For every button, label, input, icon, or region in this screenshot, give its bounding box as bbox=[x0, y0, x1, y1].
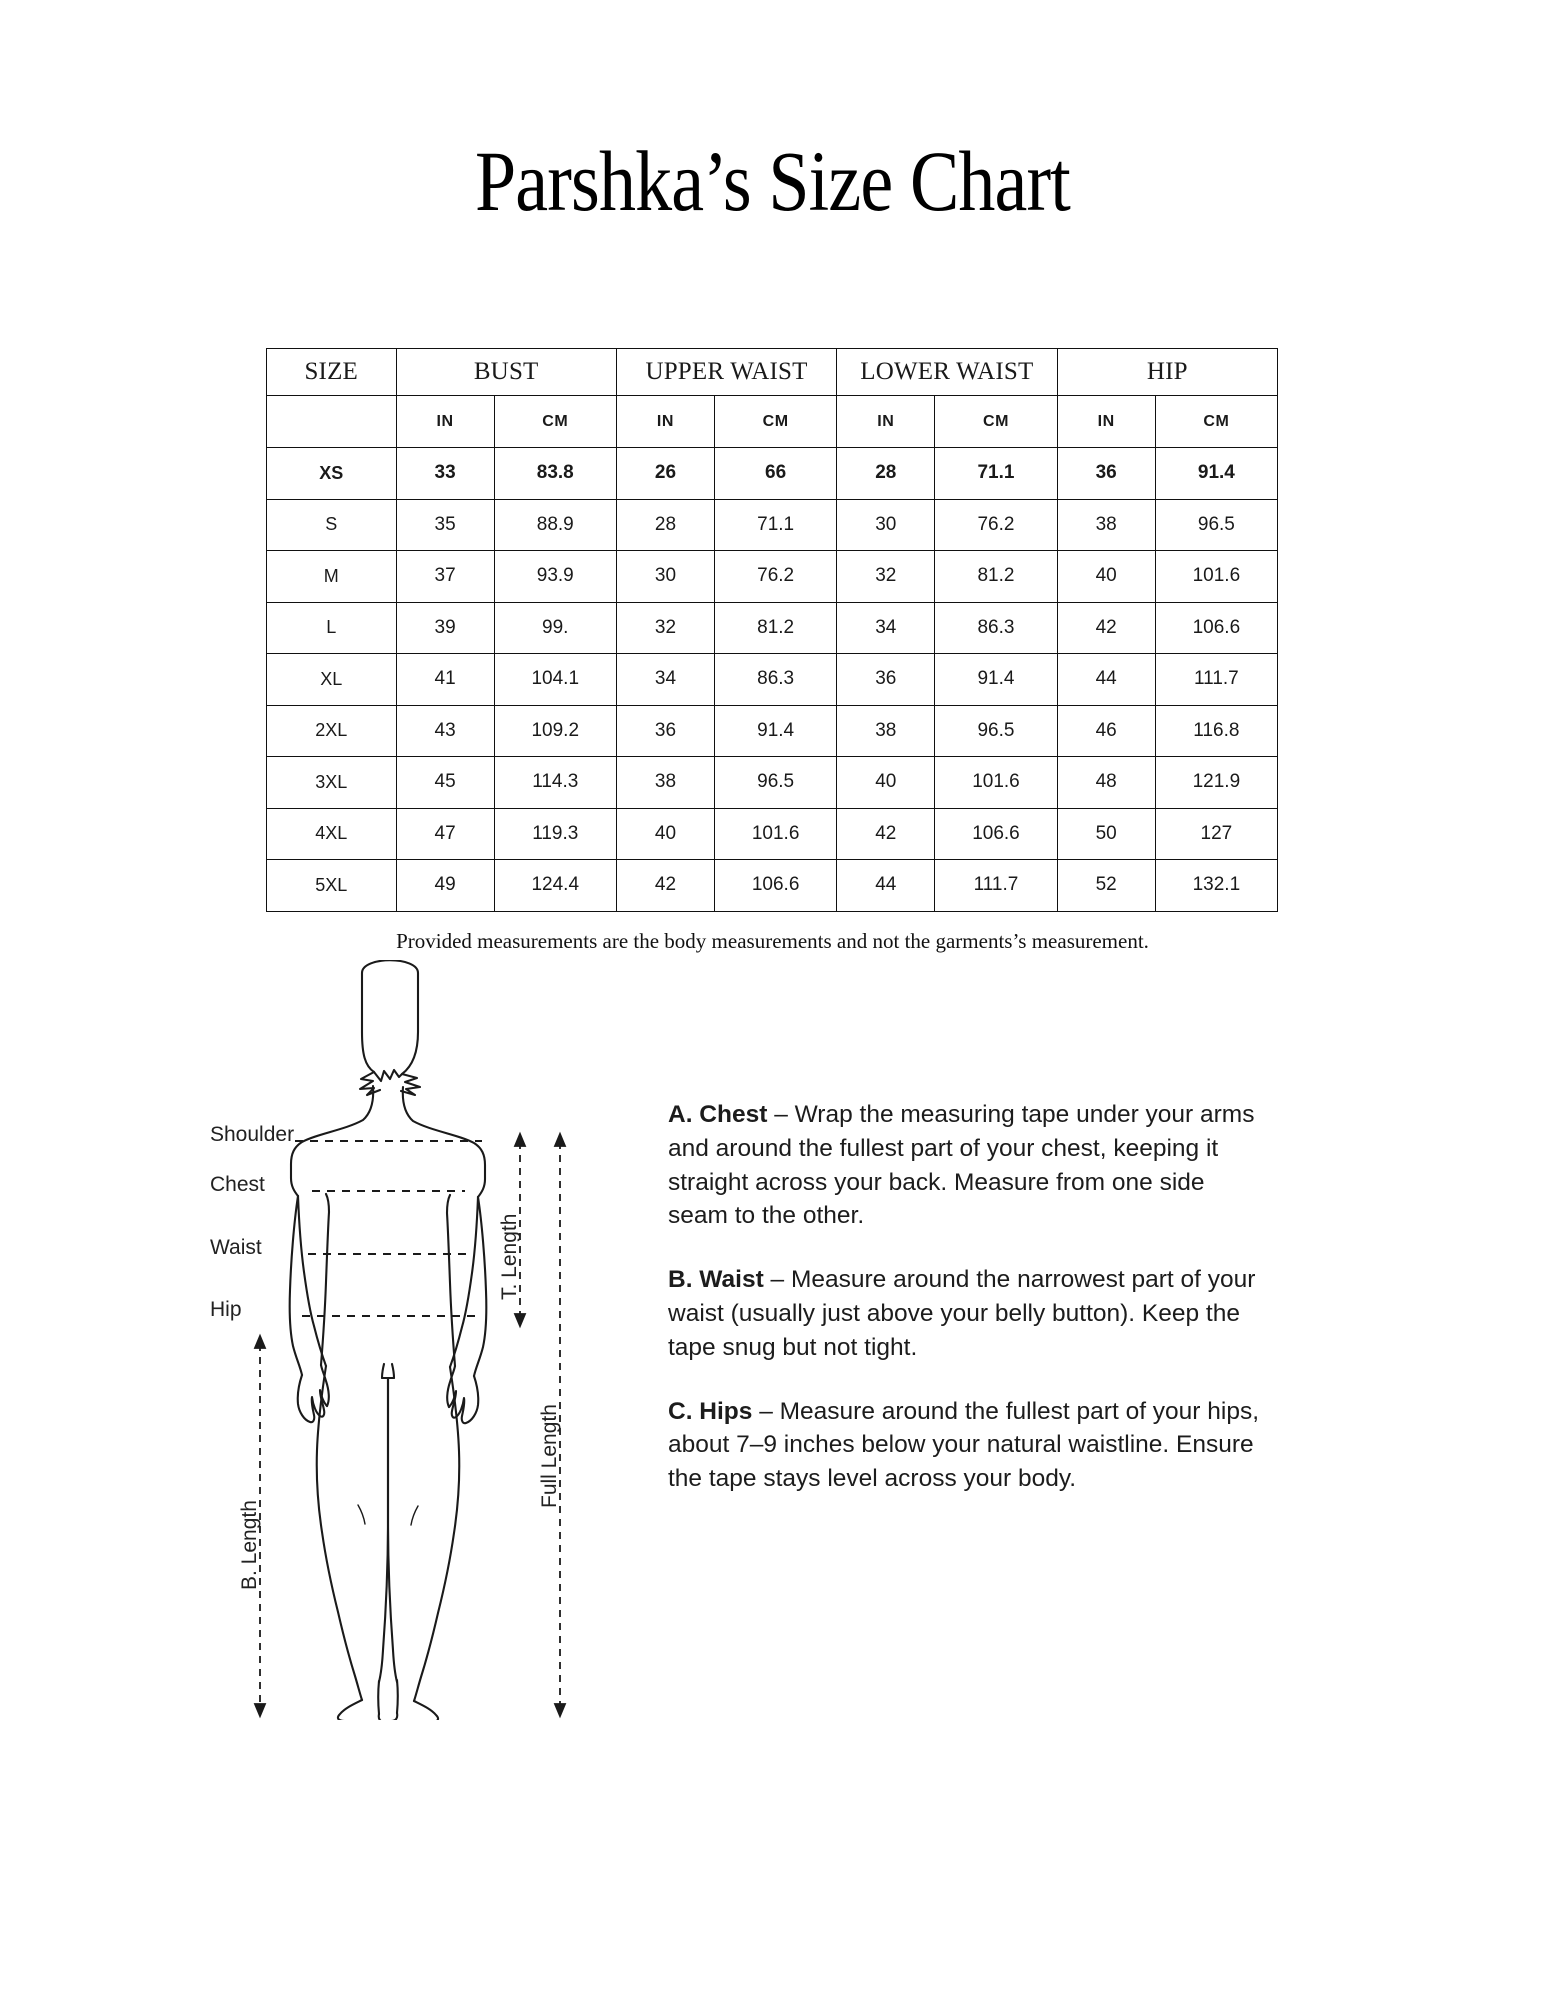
size-chart-table-container bbox=[266, 348, 1278, 912]
column-group-header: UPPER WAIST bbox=[616, 349, 836, 396]
instruction-paragraph-1 bbox=[668, 1098, 1268, 1233]
measurement-cell: 30 bbox=[837, 499, 935, 551]
instruction-body: – Measure around the fullest part of your hips, about 7–9 inches below your natural waistline. Ensure the tape stays level across your body. bbox=[668, 1397, 1260, 1493]
measurement-cell: 42 bbox=[837, 808, 935, 860]
measurement-cell: 124.4 bbox=[494, 860, 616, 912]
table-group-header-row bbox=[267, 349, 1278, 396]
size-label-cell: 2XL bbox=[267, 705, 397, 757]
measurement-cell: 101.6 bbox=[935, 757, 1057, 809]
measurement-cell: 101.6 bbox=[715, 808, 837, 860]
table-row bbox=[267, 757, 1278, 809]
unit-header-cell: CM bbox=[935, 396, 1057, 448]
measurement-cell: 36 bbox=[616, 705, 714, 757]
measurement-cell: 28 bbox=[837, 448, 935, 500]
measurement-cell: 42 bbox=[1057, 602, 1155, 654]
measurement-instructions bbox=[668, 1098, 1268, 1496]
measurement-cell: 47 bbox=[396, 808, 494, 860]
measurement-cell: 132.1 bbox=[1155, 860, 1277, 912]
measurement-cell: 44 bbox=[837, 860, 935, 912]
measurement-cell: 34 bbox=[837, 602, 935, 654]
size-label-cell: M bbox=[267, 551, 397, 603]
measurement-cell: 41 bbox=[396, 654, 494, 706]
full-length-arrow-up bbox=[555, 1134, 565, 1146]
measurement-cell: 32 bbox=[616, 602, 714, 654]
column-group-header: SIZE bbox=[267, 349, 397, 396]
measurement-cell: 114.3 bbox=[494, 757, 616, 809]
left-foot bbox=[397, 1680, 398, 1713]
measurement-cell: 66 bbox=[715, 448, 837, 500]
measurement-cell: 86.3 bbox=[715, 654, 837, 706]
label-full-length: Full Length bbox=[538, 1404, 561, 1508]
label-shoulder: Shoulder bbox=[210, 1123, 295, 1146]
measurement-cell: 111.7 bbox=[935, 860, 1057, 912]
measurement-cell: 91.4 bbox=[715, 705, 837, 757]
page-title: Parshka’s Size Chart bbox=[475, 133, 1070, 229]
column-group-header: HIP bbox=[1057, 349, 1277, 396]
measurement-cell: 101.6 bbox=[1155, 551, 1277, 603]
full-length-arrow-down bbox=[555, 1704, 565, 1716]
measurement-cell: 50 bbox=[1057, 808, 1155, 860]
measurement-cell: 36 bbox=[837, 654, 935, 706]
female-body-outline-illustration bbox=[250, 960, 670, 1720]
measurement-cell: 42 bbox=[616, 860, 714, 912]
measurement-cell: 34 bbox=[616, 654, 714, 706]
measurement-cell: 37 bbox=[396, 551, 494, 603]
instruction-body: – Measure around the narrowest part of your waist (usually just above your belly button). Keep the tape snug but not tight. bbox=[668, 1266, 1256, 1361]
unit-header-cell bbox=[267, 396, 397, 448]
size-label-cell: 5XL bbox=[267, 860, 397, 912]
size-label-cell: 3XL bbox=[267, 757, 397, 809]
measurement-cell: 45 bbox=[396, 757, 494, 809]
measurement-cell: 71.1 bbox=[715, 499, 837, 551]
measurement-cell: 40 bbox=[1057, 551, 1155, 603]
instruction-lead: C. Hips bbox=[668, 1397, 753, 1425]
body-measurement-diagram bbox=[210, 960, 670, 1720]
table-row bbox=[267, 654, 1278, 706]
table-row bbox=[267, 448, 1278, 500]
measurement-cell: 104.1 bbox=[494, 654, 616, 706]
left-arm-inner bbox=[321, 1194, 329, 1365]
inner-leg-right bbox=[379, 1378, 388, 1682]
t-length-arrow-down bbox=[515, 1314, 525, 1326]
measurement-cell: 30 bbox=[616, 551, 714, 603]
measurement-cell: 48 bbox=[1057, 757, 1155, 809]
measurement-cell: 93.9 bbox=[494, 551, 616, 603]
measurement-cell: 40 bbox=[837, 757, 935, 809]
measurement-cell: 26 bbox=[616, 448, 714, 500]
unit-header-cell: CM bbox=[1155, 396, 1277, 448]
measurement-cell: 35 bbox=[396, 499, 494, 551]
measurement-cell: 46 bbox=[1057, 705, 1155, 757]
measurement-cell: 91.4 bbox=[1155, 448, 1277, 500]
measurement-cell: 106.6 bbox=[935, 808, 1057, 860]
measurement-cell: 88.9 bbox=[494, 499, 616, 551]
measurement-cell: 71.1 bbox=[935, 448, 1057, 500]
b-length-arrow-up bbox=[255, 1336, 265, 1348]
table-row bbox=[267, 499, 1278, 551]
measurement-cell: 38 bbox=[616, 757, 714, 809]
right-foot bbox=[378, 1681, 379, 1714]
measurement-cell: 99. bbox=[494, 602, 616, 654]
right-arm-inner bbox=[447, 1195, 455, 1366]
measurement-cell: 49 bbox=[396, 860, 494, 912]
measurement-cell: 83.8 bbox=[494, 448, 616, 500]
size-label-cell: S bbox=[267, 499, 397, 551]
measurement-cell: 106.6 bbox=[1155, 602, 1277, 654]
measurement-cell: 111.7 bbox=[1155, 654, 1277, 706]
size-label-cell: 4XL bbox=[267, 808, 397, 860]
inner-leg-left bbox=[388, 1378, 397, 1682]
measurement-cell: 52 bbox=[1057, 860, 1155, 912]
label-waist: Waist bbox=[210, 1236, 262, 1259]
measurement-cell: 127 bbox=[1155, 808, 1277, 860]
measurement-cell: 121.9 bbox=[1155, 757, 1277, 809]
measurement-cell: 32 bbox=[837, 551, 935, 603]
instruction-lead: A. Chest bbox=[668, 1101, 768, 1128]
table-row bbox=[267, 860, 1278, 912]
instruction-body: – Wrap the measuring tape under your arms and around the fullest part of your chest, keeping it straight across your back. Measure from one side seam to the other. bbox=[668, 1101, 1255, 1230]
measurement-cell: 96.5 bbox=[715, 757, 837, 809]
measurement-cell: 38 bbox=[1057, 499, 1155, 551]
measurement-cell: 116.8 bbox=[1155, 705, 1277, 757]
size-label-cell: XL bbox=[267, 654, 397, 706]
table-row bbox=[267, 705, 1278, 757]
unit-header-cell: CM bbox=[494, 396, 616, 448]
column-group-header: LOWER WAIST bbox=[837, 349, 1057, 396]
hair-shape bbox=[362, 960, 418, 1081]
unit-header-cell: IN bbox=[837, 396, 935, 448]
measurement-cell: 76.2 bbox=[715, 551, 837, 603]
table-row bbox=[267, 808, 1278, 860]
measurement-cell: 76.2 bbox=[935, 499, 1057, 551]
measurement-cell: 28 bbox=[616, 499, 714, 551]
instruction-lead: B. Waist bbox=[668, 1266, 764, 1294]
measurement-cell: 96.5 bbox=[1155, 499, 1277, 551]
table-row bbox=[267, 602, 1278, 654]
instruction-paragraph-2 bbox=[668, 1263, 1268, 1364]
measurement-cell: 38 bbox=[837, 705, 935, 757]
t-length-arrow-up bbox=[515, 1134, 525, 1146]
size-label-cell: L bbox=[267, 602, 397, 654]
label-t-length: T. Length bbox=[498, 1213, 521, 1300]
measurement-cell: 81.2 bbox=[715, 602, 837, 654]
measurement-cell: 33 bbox=[396, 448, 494, 500]
measurement-cell: 106.6 bbox=[715, 860, 837, 912]
size-label-cell: XS bbox=[267, 448, 397, 500]
measurement-cell: 39 bbox=[396, 602, 494, 654]
table-row bbox=[267, 551, 1278, 603]
label-b-length: B. Length bbox=[238, 1500, 261, 1590]
measurement-cell: 81.2 bbox=[935, 551, 1057, 603]
unit-header-cell: IN bbox=[616, 396, 714, 448]
unit-header-cell: IN bbox=[396, 396, 494, 448]
table-unit-header-row bbox=[267, 396, 1278, 448]
measurement-cell: 44 bbox=[1057, 654, 1155, 706]
measurement-cell: 36 bbox=[1057, 448, 1155, 500]
measurement-cell: 96.5 bbox=[935, 705, 1057, 757]
measurement-cell: 86.3 bbox=[935, 602, 1057, 654]
unit-header-cell: CM bbox=[715, 396, 837, 448]
size-chart-table bbox=[266, 348, 1278, 912]
measurement-cell: 40 bbox=[616, 808, 714, 860]
measurement-cell: 91.4 bbox=[935, 654, 1057, 706]
measurement-cell: 109.2 bbox=[494, 705, 616, 757]
measurement-cell: 119.3 bbox=[494, 808, 616, 860]
column-group-header: BUST bbox=[396, 349, 616, 396]
unit-header-cell: IN bbox=[1057, 396, 1155, 448]
label-chest: Chest bbox=[210, 1173, 265, 1196]
table-caption: Provided measurements are the body measurements and not the garments’s measurement. bbox=[396, 929, 1149, 953]
instruction-paragraph-3 bbox=[668, 1395, 1268, 1496]
measurement-cell: 43 bbox=[396, 705, 494, 757]
b-length-arrow-down bbox=[255, 1704, 265, 1716]
label-hip: Hip bbox=[210, 1298, 242, 1321]
